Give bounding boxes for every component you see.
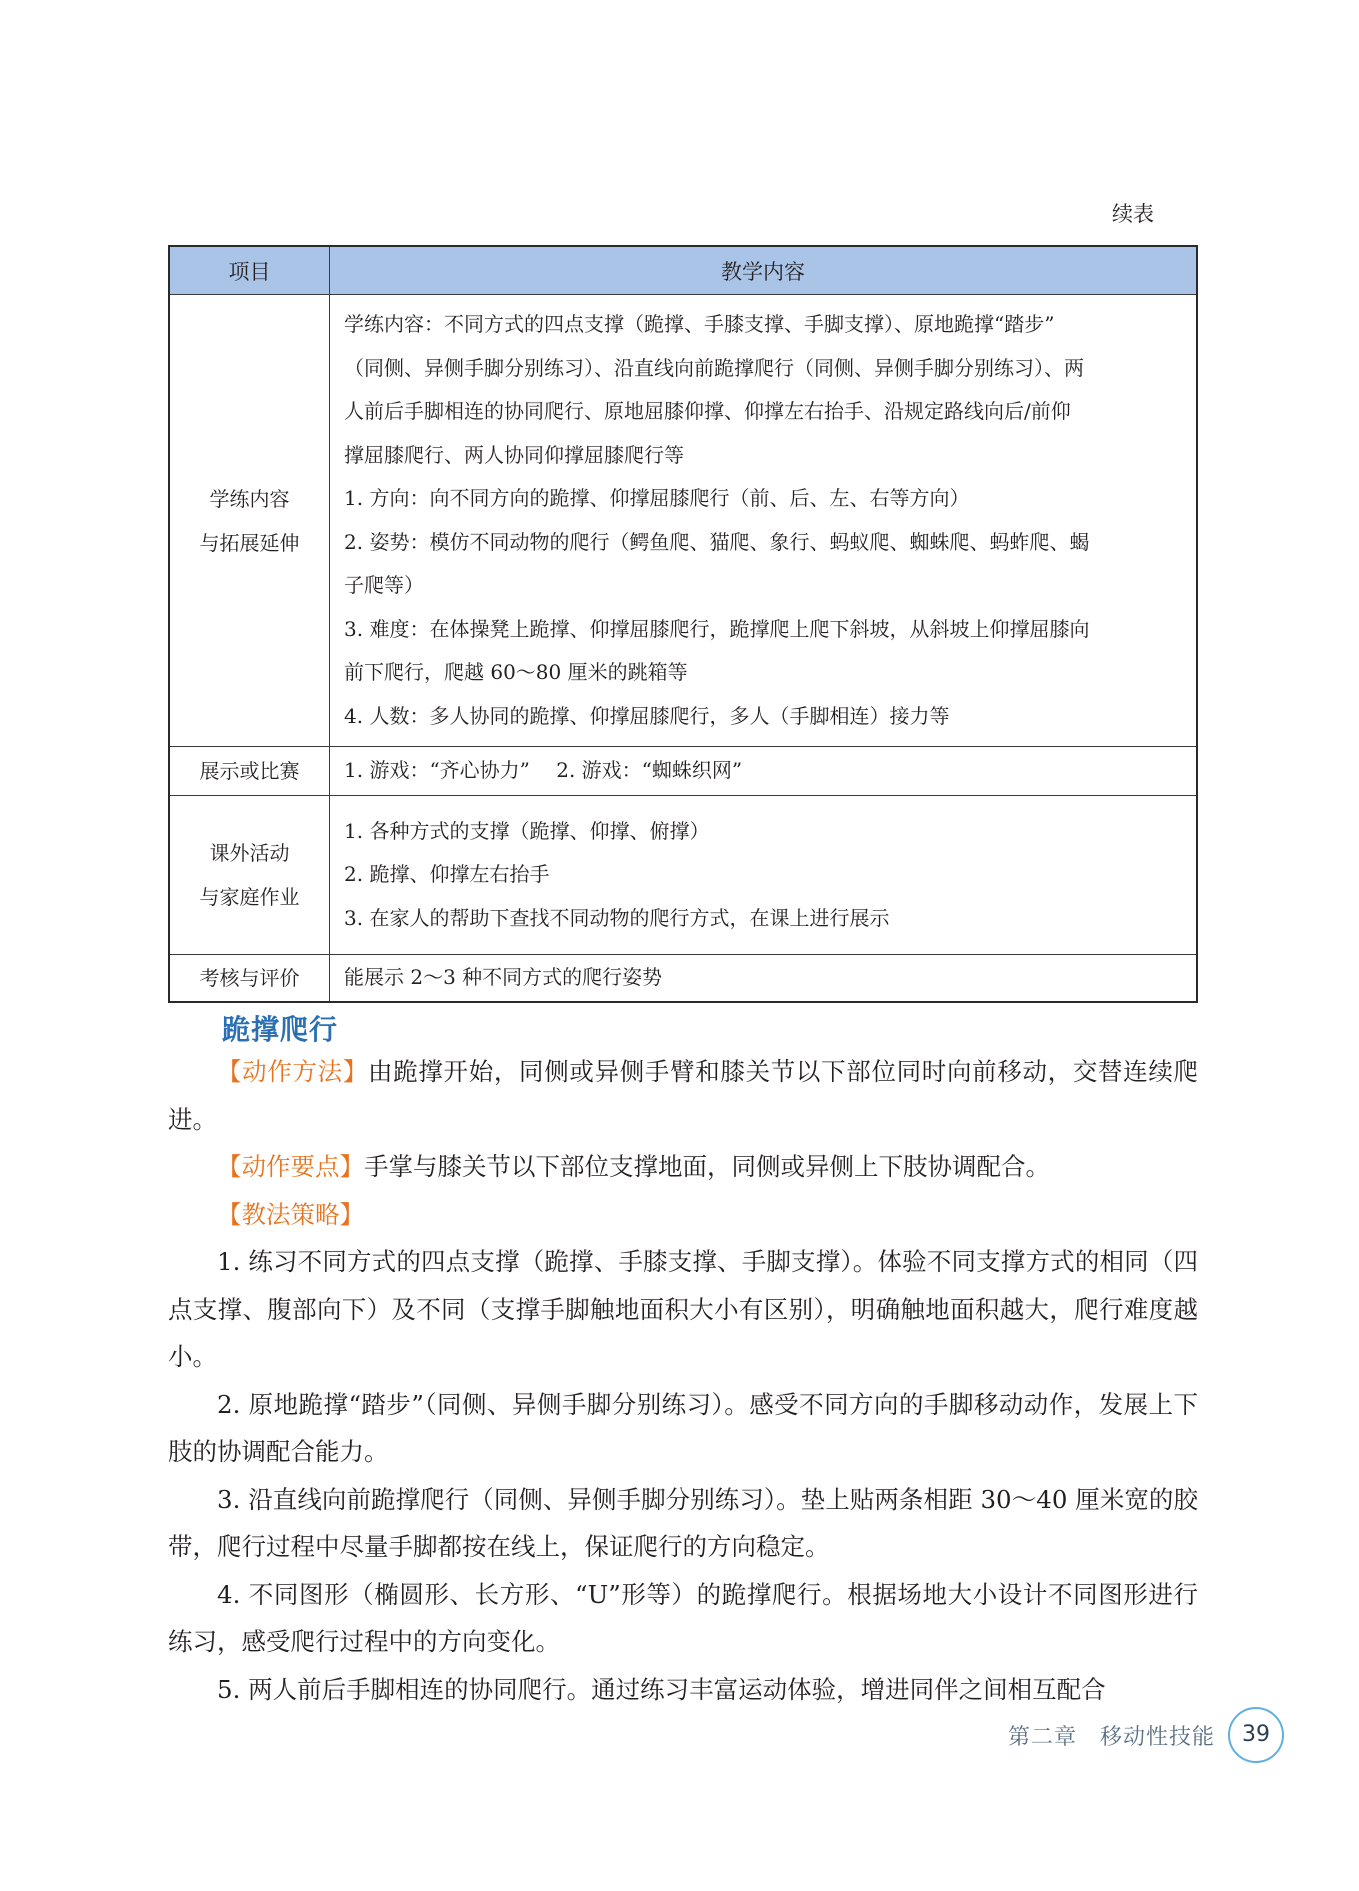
row-label [169,747,330,796]
row-content [330,795,1198,955]
method-paragraph [168,1048,1198,1143]
row-label-line: 与拓展延伸 [199,530,300,555]
strategy-item: 3. 沿直线向前跪撑爬行（同侧、异侧手脚分别练习）。垫上贴两条相距 30～40 厘米宽的胶带，爬行过程中尽量手脚都按在线上，保证爬行的方向稳定。 [168,1484,1198,1561]
row-label-line: 学练内容 [209,486,290,511]
key-tag: 【动作要点】 [217,1152,364,1181]
content-line: 4. 人数：多人协同的跪撑、仰撑屈膝爬行，多人（手脚相连）接力等 [344,703,950,728]
strategy-item: 5. 两人前后手脚相连的协同爬行。通过练习丰富运动体验，增进同伴之间相互配合 [217,1674,1106,1704]
strategy-item: 1. 练习不同方式的四点支撑（跪撑、手膝支撑、手脚支撑）。体验不同支撑方式的相同（四点支撑、腹部向下）及不同（支撑手脚触地面积大小有区别），明确触地面积越大，爬行难度越小。 [168,1247,1198,1371]
row-label [169,955,330,1003]
header-item: 项目 [169,246,330,295]
section-body [168,1048,1198,1713]
row-label-line: 课外活动 [209,840,290,865]
continued-label: 续表 [1112,202,1154,226]
content-line: 能展示 2～3 种不同方式的爬行姿势 [344,965,663,990]
page-number: 39 [1228,1707,1284,1763]
table-header-row [169,246,1197,295]
table-row [169,295,1197,747]
content-line: 2. 姿势：模仿不同动物的爬行（鳄鱼爬、猫爬、象行、蚂蚁爬、蜘蛛爬、蚂蚱爬、蝎 [344,529,1090,554]
section-title: 跪撑爬行 [222,1013,339,1046]
content-line: 前下爬行，爬越 60～80 厘米的跳箱等 [344,660,688,684]
content-line: 1. 游戏：“齐心协力” 2. 游戏：“蜘蛛织网” [344,758,743,782]
content-line: 撑屈膝爬行、两人协同仰撑屈膝爬行等 [344,442,684,467]
table-row [169,955,1197,1003]
row-content [330,955,1198,1003]
method-text: 由跪撑开始，同侧或异侧手臂和膝关节以下部位同时向前移动，交替连续爬进。 [168,1057,1199,1134]
content-line: 学练内容：不同方式的四点支撑（跪撑、手膝支撑、手脚支撑）、原地跪撑“踏步” [344,312,1055,336]
chapter-footer: 第二章 移动性技能 [1008,1725,1216,1750]
table-row [169,747,1197,796]
row-label [169,295,330,747]
row-label [169,795,330,955]
content-line: 2. 跪撑、仰撑左右抬手 [344,862,550,886]
strategy-item: 4. 不同图形（椭圆形、长方形、“U”形等）的跪撑爬行。根据场地大小设计不同图形进行练习，感受爬行过程中的方向变化。 [168,1579,1198,1656]
row-label-line: 考核与评价 [199,966,300,990]
strategy-heading [168,1191,1198,1239]
content-line: 人前后手脚相连的协同爬行、原地屈膝仰撑、仰撑左右抬手、沿规定路线向后/前仰 [344,399,1071,423]
strategy-tag: 【教法策略】 [217,1199,364,1229]
row-content [330,747,1198,796]
content-line: 1. 方向：向不同方向的跪撑、仰撑屈膝爬行（前、后、左、右等方向） [344,486,970,510]
content-line: 1. 各种方式的支撑（跪撑、仰撑、俯撑） [344,818,710,843]
row-content [330,295,1198,747]
content-line: 3. 在家人的帮助下查找不同动物的爬行方式，在课上进行展示 [344,905,890,930]
teaching-content-table [168,245,1198,1003]
content-line: 子爬等） [344,573,424,597]
method-tag: 【动作方法】 [217,1057,369,1086]
row-label-line: 展示或比赛 [199,758,300,783]
content-line: （同侧、异侧手脚分别练习）、沿直线向前跪撑爬行（同侧、异侧手脚分别练习）、两 [344,355,1084,380]
key-paragraph [168,1143,1198,1191]
row-label-line: 与家庭作业 [199,884,300,909]
content-line: 3. 难度：在体操凳上跪撑、仰撑屈膝爬行，跪撑爬上爬下斜坡，从斜坡上仰撑屈膝向 [344,616,1090,641]
header-content: 教学内容 [330,246,1198,295]
strategy-item: 2. 原地跪撑“踏步”（同侧、异侧手脚分别练习）。感受不同方向的手脚移动动作，发展上下肢的协调配合能力。 [168,1389,1198,1466]
table-row [169,795,1197,955]
key-text: 手掌与膝关节以下部位支撑地面，同侧或异侧上下肢协调配合。 [364,1152,1050,1181]
